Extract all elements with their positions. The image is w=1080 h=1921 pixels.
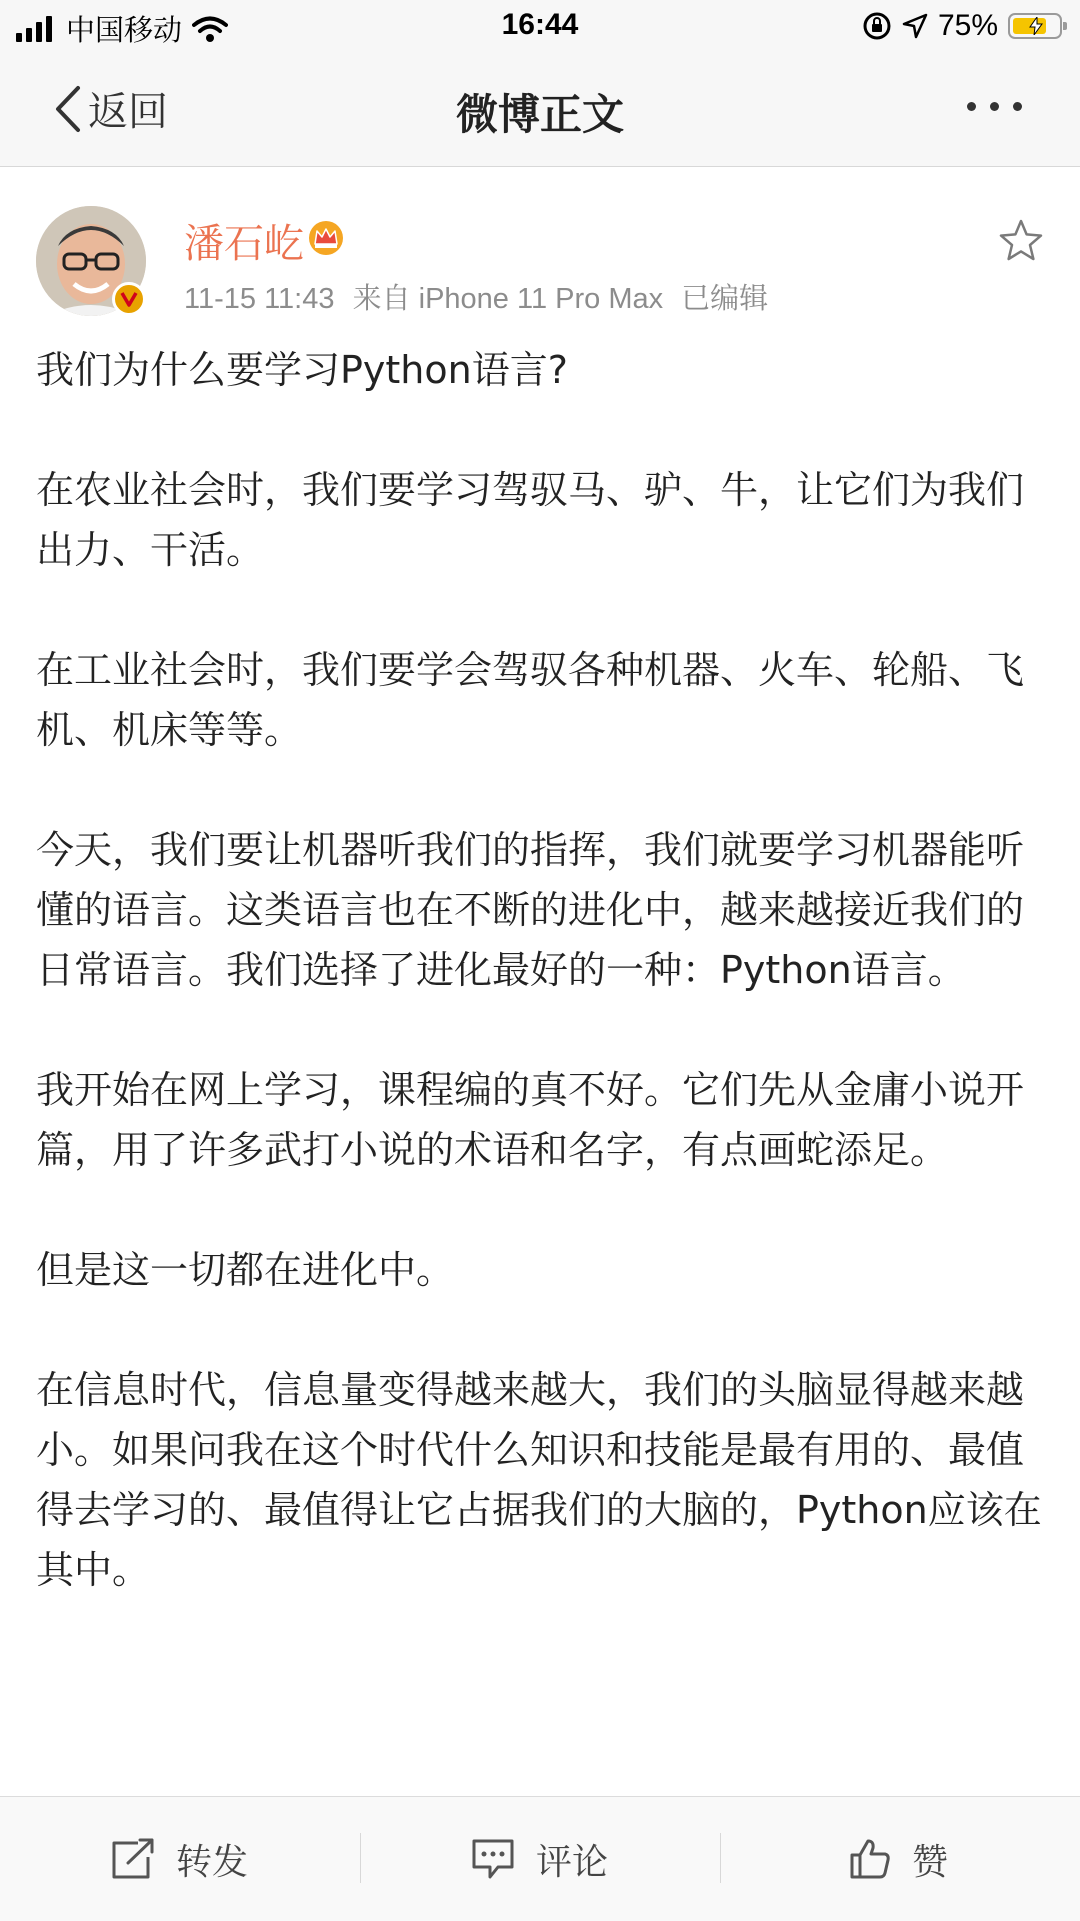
- status-right: [862, 9, 1062, 43]
- post-paragraph: 在信息时代，信息量变得越来越大，我们的头脑显得越来越小。如果问我在这个时代什么知识和技能是最有用的、最值得去学习的、最值得让它占据我们的大脑的，Python应该在其中。: [36, 1368, 1042, 1592]
- battery-nub: [1063, 22, 1067, 30]
- post-paragraph: 我们为什么要学习Python语言?: [36, 348, 568, 392]
- vip-crown-icon[interactable]: [306, 218, 346, 256]
- post-paragraph: 在工业社会时，我们要学会驾驭各种机器、火车、轮船、飞机、机床等等。: [36, 648, 1025, 752]
- status-bar: [0, 0, 1080, 54]
- like-button[interactable]: [848, 1797, 948, 1921]
- battery-charging-icon: [1008, 13, 1062, 39]
- battery-percent: 75%: [937, 9, 998, 42]
- comment-label: 评论: [536, 1841, 609, 1883]
- post-meta: [184, 276, 778, 317]
- more-dot: [967, 102, 976, 111]
- post-time: 11-15 11:43: [184, 283, 335, 315]
- verified-v-icon: [120, 291, 138, 307]
- star-icon: [998, 218, 1044, 262]
- orientation-lock-icon: [862, 11, 892, 41]
- more-dot: [990, 102, 999, 111]
- repost-button[interactable]: [110, 1797, 248, 1921]
- post-header: [36, 206, 1044, 316]
- comment-button[interactable]: [470, 1797, 608, 1921]
- share-icon: [110, 1837, 156, 1881]
- post-source: 来自 iPhone 11 Pro Max: [352, 283, 664, 315]
- toolbar-divider: [360, 1833, 361, 1883]
- location-icon: [902, 13, 928, 39]
- repost-label: 转发: [176, 1841, 249, 1883]
- more-button[interactable]: [967, 102, 1022, 111]
- nav-bar: [0, 54, 1080, 167]
- post-paragraph: 在农业社会时，我们要学习驾驭马、驴、牛，让它们为我们出力、干活。: [36, 468, 1025, 572]
- page-title: 微博正文: [455, 90, 624, 139]
- status-time: 16:44: [501, 8, 579, 41]
- back-label: 返回: [88, 89, 168, 135]
- post-content: [36, 340, 1048, 1660]
- post-edited: 已编辑: [681, 283, 769, 315]
- comment-icon: [470, 1837, 516, 1881]
- more-dot: [1013, 102, 1022, 111]
- post-paragraph: 但是这一切都在进化中。: [36, 1248, 455, 1292]
- author-name[interactable]: 潘石屹: [184, 221, 304, 267]
- verified-badge: [112, 282, 146, 316]
- bolt-icon: [1028, 17, 1044, 35]
- post-paragraph: 今天，我们要让机器听我们的指挥，我们就要学习机器能听懂的语言。这类语言也在不断的进化中，越来越接近我们的日常语言。我们选择了进化最好的一种：Python语言。: [36, 828, 1025, 992]
- like-label: 赞: [912, 1841, 949, 1883]
- thumbs-up-icon: [848, 1837, 892, 1881]
- carrier-name: 中国移动: [66, 13, 183, 47]
- favorite-button[interactable]: [998, 218, 1044, 266]
- bottom-toolbar: [0, 1796, 1080, 1921]
- post-paragraph: 我开始在网上学习，课程编的真不好。它们先从金庸小说开篇，用了许多武打小说的术语和名字，有点画蛇添足。: [36, 1068, 1025, 1172]
- toolbar-divider: [720, 1833, 721, 1883]
